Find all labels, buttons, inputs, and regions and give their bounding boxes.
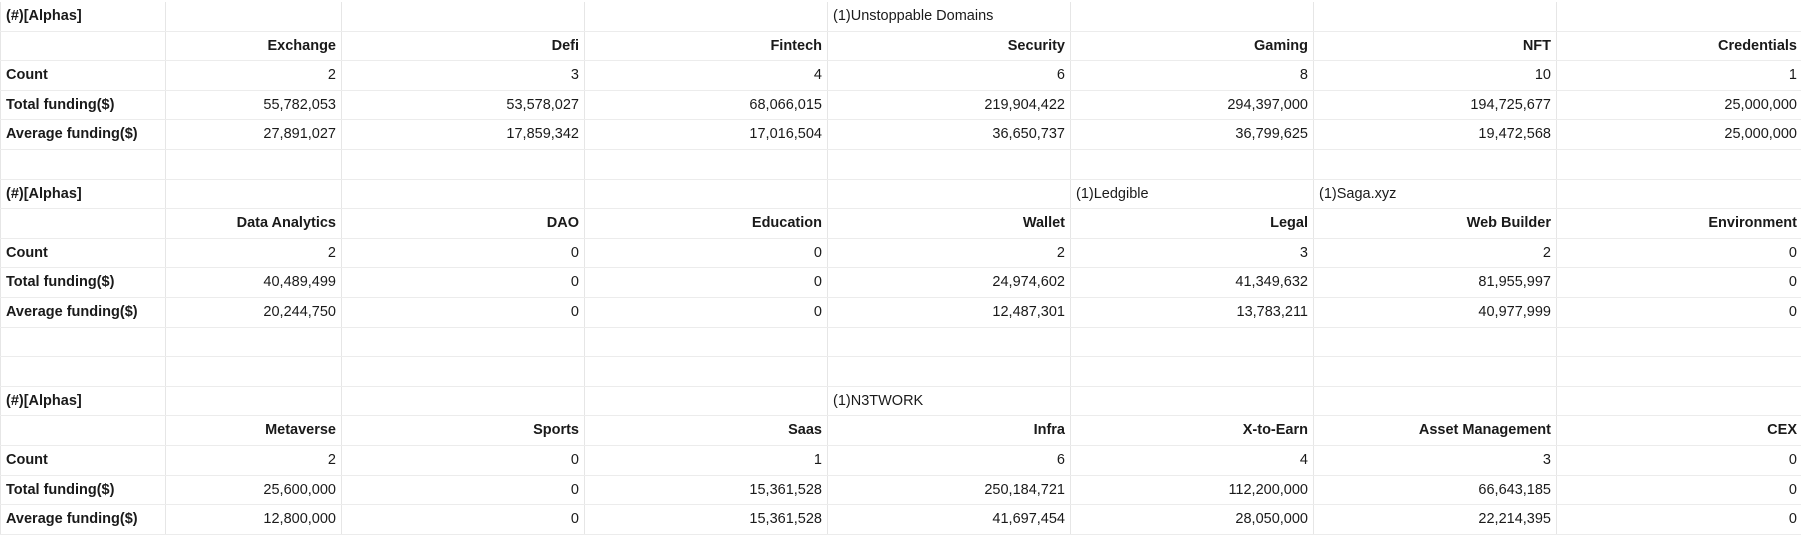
total-value[interactable]: 0 (342, 268, 585, 298)
average-value[interactable]: 36,799,625 (1071, 120, 1314, 150)
count-value[interactable]: 2 (166, 445, 342, 475)
total-value[interactable]: 53,578,027 (342, 90, 585, 120)
total-funding-row (1, 475, 1801, 505)
empty-cell[interactable] (342, 327, 585, 357)
category-header[interactable]: Legal (1071, 209, 1314, 239)
total-value[interactable]: 112,200,000 (1071, 475, 1314, 505)
note-cell[interactable]: (1)Ledgible (1071, 179, 1314, 209)
empty-cell[interactable] (1, 209, 166, 239)
table-body (1, 2, 1801, 534)
average-label[interactable]: Average funding($) (1, 297, 166, 327)
empty-cell[interactable] (1557, 179, 1801, 209)
count-value[interactable]: 4 (1071, 445, 1314, 475)
empty-cell[interactable] (342, 357, 585, 387)
empty-cell[interactable] (1071, 357, 1314, 387)
count-value[interactable]: 4 (585, 61, 828, 91)
total-value[interactable]: 0 (342, 475, 585, 505)
count-value[interactable]: 2 (828, 238, 1071, 268)
total-value[interactable]: 219,904,422 (828, 90, 1071, 120)
average-value[interactable]: 12,487,301 (828, 297, 1071, 327)
count-value[interactable]: 6 (828, 61, 1071, 91)
empty-cell[interactable] (166, 357, 342, 387)
average-value[interactable]: 19,472,568 (1314, 120, 1557, 150)
total-value[interactable]: 24,974,602 (828, 268, 1071, 298)
empty-cell[interactable] (1, 327, 166, 357)
empty-cell[interactable] (1, 357, 166, 387)
empty-cell[interactable] (166, 386, 342, 416)
empty-cell[interactable] (1557, 357, 1801, 387)
average-value[interactable]: 27,891,027 (166, 120, 342, 150)
total-label[interactable]: Total funding($) (1, 90, 166, 120)
count-value[interactable]: 2 (166, 238, 342, 268)
average-value[interactable]: 36,650,737 (828, 120, 1071, 150)
count-value[interactable]: 0 (1557, 445, 1801, 475)
empty-cell[interactable] (1314, 386, 1557, 416)
count-value[interactable]: 0 (585, 238, 828, 268)
section-label[interactable]: (#)[Alphas] (1, 2, 166, 31)
average-value[interactable]: 22,214,395 (1314, 505, 1557, 535)
category-header[interactable]: X-to-Earn (1071, 416, 1314, 446)
empty-cell[interactable] (342, 149, 585, 179)
section-label[interactable]: (#)[Alphas] (1, 179, 166, 209)
section-label-row (1, 2, 1801, 31)
empty-cell[interactable] (1557, 386, 1801, 416)
empty-cell[interactable] (166, 327, 342, 357)
count-value[interactable]: 0 (342, 238, 585, 268)
category-header[interactable]: Gaming (1071, 31, 1314, 61)
count-value[interactable]: 0 (342, 445, 585, 475)
category-header[interactable]: Credentials (1557, 31, 1801, 61)
spacer-row (1, 327, 1801, 357)
empty-cell[interactable] (1071, 386, 1314, 416)
note-cell[interactable]: (1)N3TWORK (828, 386, 1071, 416)
count-row (1, 445, 1801, 475)
count-value[interactable]: 0 (1557, 238, 1801, 268)
average-value[interactable]: 17,859,342 (342, 120, 585, 150)
category-header[interactable]: Asset Management (1314, 416, 1557, 446)
empty-cell[interactable] (828, 179, 1071, 209)
total-value[interactable]: 0 (1557, 268, 1801, 298)
average-value[interactable]: 20,244,750 (166, 297, 342, 327)
empty-cell[interactable] (1, 149, 166, 179)
average-value[interactable]: 0 (342, 297, 585, 327)
category-header[interactable]: Data Analytics (166, 209, 342, 239)
average-value[interactable]: 13,783,211 (1071, 297, 1314, 327)
category-header[interactable]: NFT (1314, 31, 1557, 61)
count-row (1, 61, 1801, 91)
average-funding-row (1, 120, 1801, 150)
count-label[interactable]: Count (1, 445, 166, 475)
category-header[interactable]: CEX (1557, 416, 1801, 446)
average-value[interactable]: 28,050,000 (1071, 505, 1314, 535)
average-funding-row (1, 297, 1801, 327)
average-funding-row (1, 505, 1801, 535)
category-header[interactable]: Environment (1557, 209, 1801, 239)
count-value[interactable]: 1 (585, 445, 828, 475)
average-value[interactable]: 15,361,528 (585, 505, 828, 535)
category-header[interactable]: DAO (342, 209, 585, 239)
section-label-row (1, 386, 1801, 416)
funding-table (0, 2, 1801, 535)
empty-cell[interactable] (1314, 357, 1557, 387)
average-value[interactable]: 0 (1557, 505, 1801, 535)
category-header[interactable]: Security (828, 31, 1071, 61)
empty-cell[interactable] (1071, 2, 1314, 31)
average-label[interactable]: Average funding($) (1, 120, 166, 150)
total-funding-row (1, 268, 1801, 298)
total-value[interactable]: 250,184,721 (828, 475, 1071, 505)
total-value[interactable]: 66,643,185 (1314, 475, 1557, 505)
total-value[interactable]: 40,489,499 (166, 268, 342, 298)
empty-cell[interactable] (1557, 327, 1801, 357)
category-header[interactable]: Education (585, 209, 828, 239)
empty-cell[interactable] (166, 179, 342, 209)
total-value[interactable]: 25,600,000 (166, 475, 342, 505)
category-header-row (1, 31, 1801, 61)
category-header-row (1, 416, 1801, 446)
total-value[interactable]: 81,955,997 (1314, 268, 1557, 298)
spacer-row (1, 357, 1801, 387)
category-header[interactable]: Wallet (828, 209, 1071, 239)
empty-cell[interactable] (1071, 149, 1314, 179)
average-value[interactable]: 0 (342, 505, 585, 535)
total-value[interactable]: 55,782,053 (166, 90, 342, 120)
empty-cell[interactable] (1314, 149, 1557, 179)
category-header[interactable]: Defi (342, 31, 585, 61)
total-value[interactable]: 25,000,000 (1557, 90, 1801, 120)
total-value[interactable]: 294,397,000 (1071, 90, 1314, 120)
total-value[interactable]: 0 (1557, 475, 1801, 505)
empty-cell[interactable] (1071, 327, 1314, 357)
count-value[interactable]: 6 (828, 445, 1071, 475)
empty-cell[interactable] (166, 2, 342, 31)
total-value[interactable]: 0 (585, 268, 828, 298)
total-funding-row (1, 90, 1801, 120)
empty-cell[interactable] (1, 416, 166, 446)
empty-cell[interactable] (828, 149, 1071, 179)
empty-cell[interactable] (585, 179, 828, 209)
count-value[interactable]: 2 (166, 61, 342, 91)
empty-cell[interactable] (166, 149, 342, 179)
category-header[interactable]: Saas (585, 416, 828, 446)
empty-cell[interactable] (1, 31, 166, 61)
total-label[interactable]: Total funding($) (1, 268, 166, 298)
category-header[interactable]: Web Builder (1314, 209, 1557, 239)
total-value[interactable]: 15,361,528 (585, 475, 828, 505)
average-value[interactable]: 40,977,999 (1314, 297, 1557, 327)
count-row (1, 238, 1801, 268)
average-value[interactable]: 0 (585, 297, 828, 327)
count-value[interactable]: 3 (1071, 238, 1314, 268)
section-label[interactable]: (#)[Alphas] (1, 386, 166, 416)
category-header[interactable]: Sports (342, 416, 585, 446)
empty-cell[interactable] (1557, 149, 1801, 179)
average-label[interactable]: Average funding($) (1, 505, 166, 535)
total-value[interactable]: 41,349,632 (1071, 268, 1314, 298)
empty-cell[interactable] (1314, 2, 1557, 31)
category-header-row (1, 209, 1801, 239)
empty-cell[interactable] (585, 386, 828, 416)
note-cell[interactable]: (1)Unstoppable Domains (828, 2, 1071, 31)
section-label-row (1, 179, 1801, 209)
count-value[interactable]: 3 (342, 61, 585, 91)
category-header[interactable]: Infra (828, 416, 1071, 446)
empty-cell[interactable] (828, 327, 1071, 357)
category-header[interactable]: Exchange (166, 31, 342, 61)
category-header[interactable]: Fintech (585, 31, 828, 61)
count-value[interactable]: 10 (1314, 61, 1557, 91)
average-value[interactable]: 17,016,504 (585, 120, 828, 150)
empty-cell[interactable] (585, 357, 828, 387)
spacer-row (1, 149, 1801, 179)
average-value[interactable]: 41,697,454 (828, 505, 1071, 535)
count-label[interactable]: Count (1, 61, 166, 91)
empty-cell[interactable] (342, 2, 585, 31)
total-value[interactable]: 194,725,677 (1314, 90, 1557, 120)
empty-cell[interactable] (585, 327, 828, 357)
total-value[interactable]: 68,066,015 (585, 90, 828, 120)
count-label[interactable]: Count (1, 238, 166, 268)
empty-cell[interactable] (1314, 327, 1557, 357)
empty-cell[interactable] (585, 149, 828, 179)
empty-cell[interactable] (828, 357, 1071, 387)
average-value[interactable]: 25,000,000 (1557, 120, 1801, 150)
total-label[interactable]: Total funding($) (1, 475, 166, 505)
empty-cell[interactable] (585, 2, 828, 31)
average-value[interactable]: 0 (1557, 297, 1801, 327)
category-header[interactable]: Metaverse (166, 416, 342, 446)
count-value[interactable]: 8 (1071, 61, 1314, 91)
count-value[interactable]: 2 (1314, 238, 1557, 268)
count-value[interactable]: 3 (1314, 445, 1557, 475)
count-value[interactable]: 1 (1557, 61, 1801, 91)
empty-cell[interactable] (1557, 2, 1801, 31)
average-value[interactable]: 12,800,000 (166, 505, 342, 535)
empty-cell[interactable] (342, 179, 585, 209)
note-cell[interactable]: (1)Saga.xyz (1314, 179, 1557, 209)
empty-cell[interactable] (342, 386, 585, 416)
